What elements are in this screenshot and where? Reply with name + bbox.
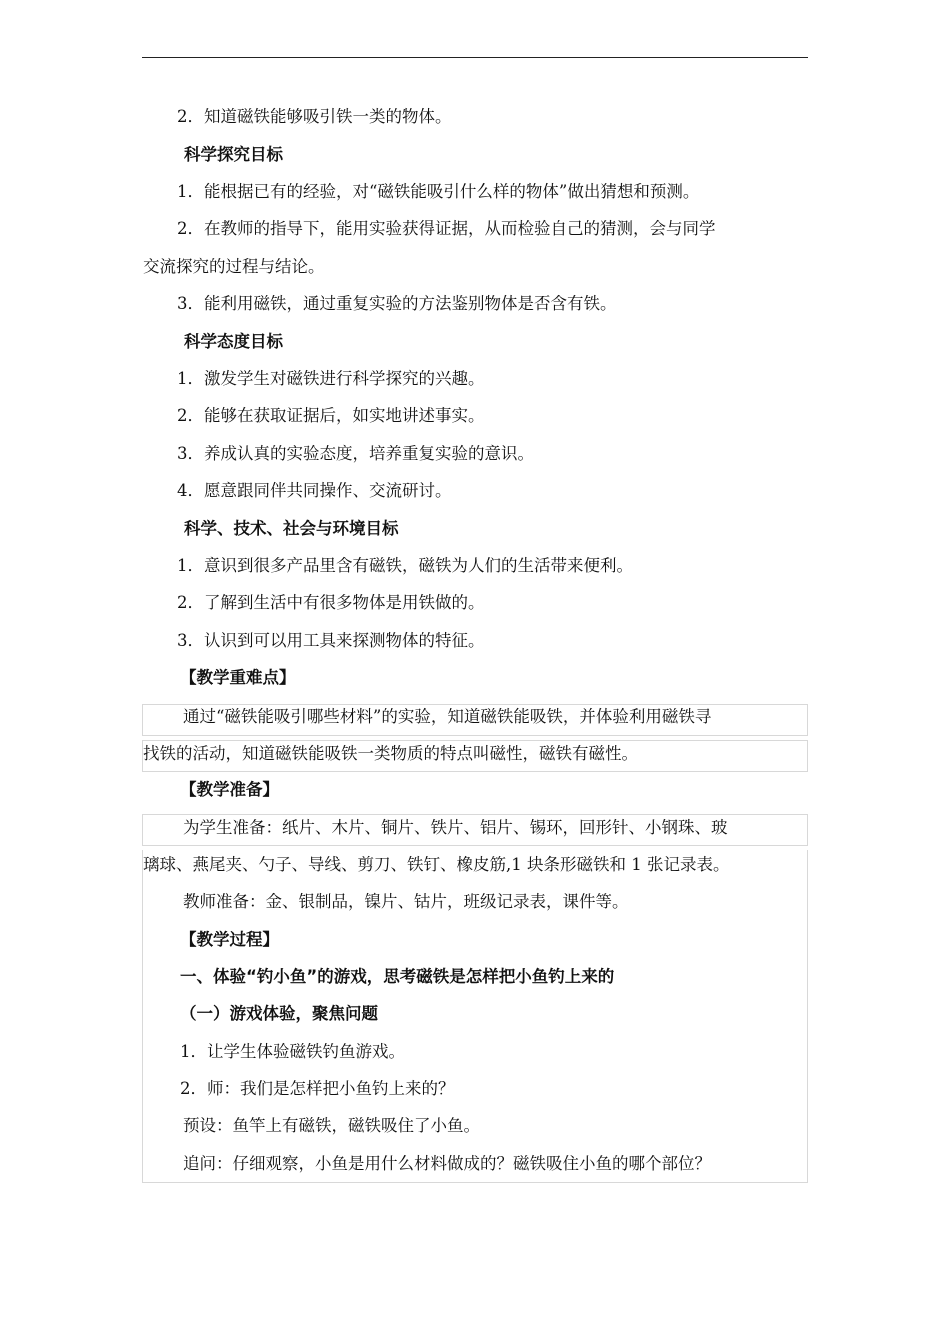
process-follow-up: 追问：仔细观察，小鱼是用什么材料做成的？磁铁吸住小鱼的哪个部位？ [183, 1154, 711, 1173]
heading-process: 【教学过程】 [180, 930, 279, 949]
key-points-text-1: 通过“磁铁能吸引哪些材料”的实验，知道磁铁能吸铁，并体验利用磁铁寻 [183, 707, 712, 726]
heading-preparation: 【教学准备】 [180, 780, 279, 799]
inquiry-goal-3: 3．能利用磁铁，通过重复实验的方法鉴别物体是否含有铁。 [177, 294, 617, 313]
process-step-1: 1．让学生体验磁铁钓鱼游戏。 [180, 1042, 405, 1061]
process-expected-answer: 预设：鱼竿上有磁铁，磁铁吸住了小鱼。 [183, 1116, 480, 1135]
inquiry-goal-1: 1．能根据已有的经验，对“磁铁能吸引什么样的物体”做出猜想和预测。 [177, 182, 700, 201]
attitude-goal-2: 2．能够在获取证据后，如实地讲述事实。 [177, 406, 485, 425]
inquiry-goal-2: 2．在教师的指导下，能用实验获得证据，从而检验自己的猜测，会与同学 [177, 219, 716, 238]
header-rule [142, 57, 808, 58]
key-points-text-2: 找铁的活动，知道磁铁能吸铁一类物质的特点叫磁性，磁铁有磁性。 [143, 744, 638, 763]
inquiry-goal-2-cont: 交流探究的过程与结论。 [143, 257, 325, 276]
heading-stse-goals: 科学、技术、社会与环境目标 [184, 519, 399, 538]
heading-inquiry-goals: 科学探究目标 [184, 145, 283, 164]
attitude-goal-3: 3．养成认真的实验态度，培养重复实验的意识。 [177, 444, 534, 463]
teacher-preparation: 教师准备：金、银制品，镍片、钴片，班级记录表，课件等。 [183, 892, 629, 911]
knowledge-goal-2: 2．知道磁铁能够吸引铁一类的物体。 [177, 107, 452, 126]
stse-goal-3: 3．认识到可以用工具来探测物体的特征。 [177, 631, 485, 650]
attitude-goal-1: 1．激发学生对磁铁进行科学探究的兴趣。 [177, 369, 485, 388]
heading-key-points: 【教学重难点】 [180, 668, 296, 687]
subsection-1-title: （一）游戏体验，聚焦问题 [180, 1004, 378, 1023]
attitude-goal-4: 4．愿意跟同伴共同操作、交流研讨。 [177, 481, 452, 500]
student-preparation-2: 璃球、燕尾夹、勺子、导线、剪刀、铁钉、橡皮筋,1 块条形磁铁和 1 张记录表。 [143, 855, 730, 874]
stse-goal-1: 1．意识到很多产品里含有磁铁，磁铁为人们的生活带来便利。 [177, 556, 633, 575]
heading-attitude-goals: 科学态度目标 [184, 332, 283, 351]
student-preparation-1: 为学生准备：纸片、木片、铜片、铁片、铝片、锡环，回形针、小钢珠、玻 [183, 818, 728, 837]
process-step-2: 2．师：我们是怎样把小鱼钓上来的？ [180, 1079, 455, 1098]
section-1-title: 一、体验“钓小鱼”的游戏，思考磁铁是怎样把小鱼钓上来的 [180, 967, 615, 986]
stse-goal-2: 2．了解到生活中有很多物体是用铁做的。 [177, 593, 485, 612]
